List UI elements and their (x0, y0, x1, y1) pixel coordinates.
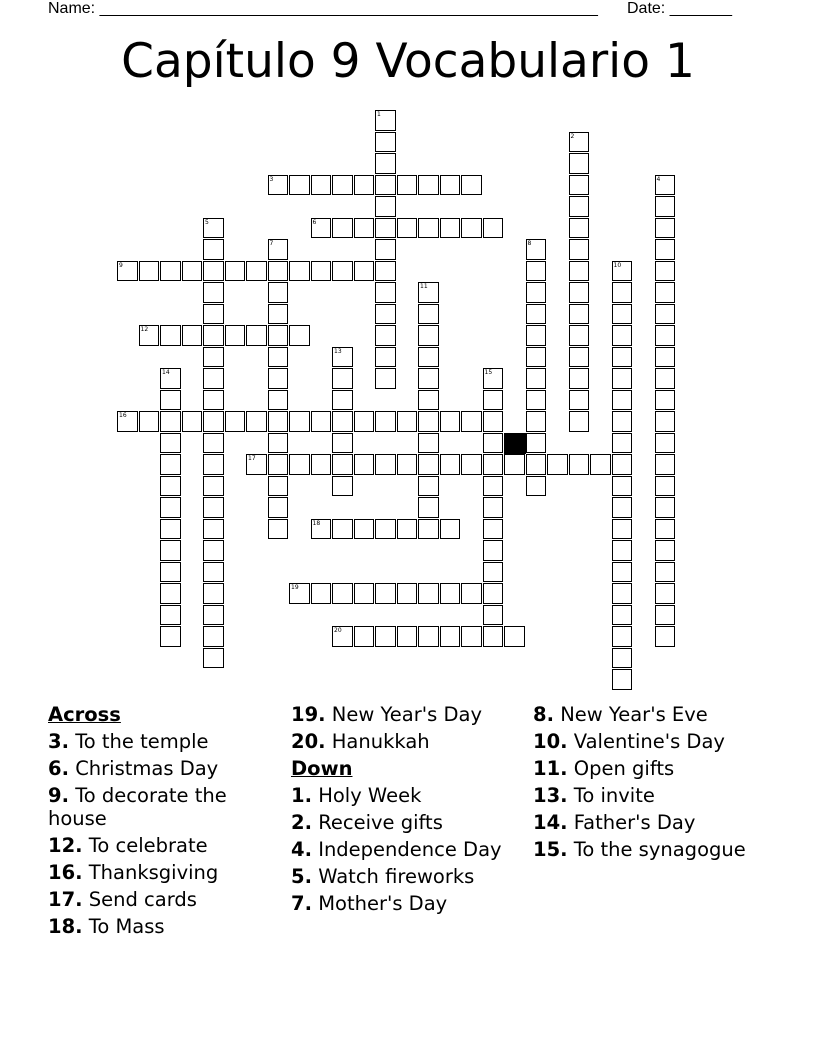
grid-cell[interactable] (612, 583, 633, 604)
grid-cell[interactable] (418, 282, 439, 303)
grid-cell[interactable] (418, 218, 439, 239)
grid-cell[interactable] (461, 218, 482, 239)
down-clue: 4. Independence Day (291, 838, 502, 861)
clue-number: 14 (162, 369, 170, 376)
grid-cell[interactable] (375, 153, 396, 174)
grid-cell[interactable] (612, 519, 633, 540)
grid-cell[interactable] (311, 583, 332, 604)
grid-cell[interactable] (612, 626, 633, 647)
grid-cell[interactable] (483, 583, 504, 604)
grid-cell[interactable] (461, 175, 482, 196)
grid-cell[interactable] (225, 411, 246, 432)
clue-number: 20 (334, 627, 342, 634)
grid-cell[interactable] (203, 605, 224, 626)
grid-cell[interactable] (354, 583, 375, 604)
grid-cell[interactable] (461, 583, 482, 604)
grid-cell[interactable] (160, 605, 181, 626)
clue-number: 11 (420, 283, 428, 290)
clue-number: 4 (656, 175, 661, 183)
grid-cell[interactable] (375, 239, 396, 260)
grid-cell[interactable] (526, 239, 547, 260)
grid-cell[interactable] (612, 562, 633, 583)
grid-cell[interactable] (483, 497, 504, 518)
across-clue: 19. New Year's Day (291, 703, 482, 726)
grid-cell[interactable] (332, 476, 353, 497)
grid-cell[interactable] (375, 368, 396, 389)
grid-cell[interactable] (526, 368, 547, 389)
grid-cell[interactable] (246, 325, 267, 346)
clue-number: 12 (140, 326, 149, 333)
grid-cell[interactable] (203, 368, 224, 389)
grid-cell[interactable] (375, 196, 396, 217)
grid-cell[interactable] (160, 368, 181, 389)
grid-cell[interactable] (440, 583, 461, 604)
grid-cell[interactable] (332, 519, 353, 540)
grid-cell[interactable] (612, 648, 633, 669)
grid-cell[interactable] (483, 218, 504, 239)
across-clue: 17. Send cards (48, 888, 197, 911)
grid-cell[interactable] (268, 390, 289, 411)
grid-cell[interactable] (139, 325, 160, 346)
grid-cell[interactable] (655, 540, 676, 561)
grid-cell[interactable] (203, 626, 224, 647)
grid-cell[interactable] (569, 239, 590, 260)
grid-cell[interactable] (160, 454, 181, 475)
grid-cell[interactable] (418, 390, 439, 411)
clue-number: 5 (205, 218, 209, 226)
clue-number: 10 (613, 261, 622, 269)
grid-cell[interactable] (483, 626, 504, 647)
grid-cell[interactable] (203, 583, 224, 604)
grid-cell[interactable] (268, 261, 289, 282)
grid-cell[interactable] (569, 175, 590, 196)
clue-number: 8 (527, 240, 532, 247)
grid-cell[interactable] (483, 433, 504, 454)
grid-cell[interactable] (332, 411, 353, 432)
grid-cell[interactable] (655, 476, 676, 497)
grid-cell[interactable] (612, 476, 633, 497)
grid-cell[interactable] (612, 261, 633, 282)
grid-cell[interactable] (526, 454, 547, 475)
clue-number: 13 (334, 347, 342, 355)
grid-cell[interactable] (375, 132, 396, 153)
grid-cell[interactable] (397, 218, 418, 239)
grid-cell[interactable] (569, 347, 590, 368)
grid-cell[interactable] (139, 261, 160, 282)
grid-cell[interactable] (354, 454, 375, 475)
grid-cell[interactable] (440, 411, 461, 432)
grid-cell[interactable] (418, 454, 439, 475)
grid-cell[interactable] (612, 390, 633, 411)
grid-cell[interactable] (375, 411, 396, 432)
grid-cell[interactable] (160, 540, 181, 561)
grid-cell[interactable] (354, 175, 375, 196)
grid-cell[interactable] (182, 411, 203, 432)
grid-cell[interactable] (461, 454, 482, 475)
grid-cell[interactable] (289, 454, 310, 475)
down-clue: 2. Receive gifts (291, 811, 443, 834)
grid-cell[interactable] (375, 454, 396, 475)
down-clue: 1. Holy Week (291, 784, 422, 807)
grid-cell[interactable] (612, 497, 633, 518)
grid-cell[interactable] (483, 454, 504, 475)
grid-cell[interactable] (354, 519, 375, 540)
down-clue: 5. Watch fireworks (291, 865, 475, 888)
grid-cell[interactable] (612, 411, 633, 432)
grid-cell[interactable] (375, 175, 396, 196)
grid-cell[interactable] (655, 497, 676, 518)
grid-cell[interactable] (268, 411, 289, 432)
grid-cell[interactable] (612, 282, 633, 303)
grid-cell[interactable] (526, 476, 547, 497)
grid-cell[interactable] (612, 325, 633, 346)
grid-cell[interactable] (332, 368, 353, 389)
grid-cell[interactable] (203, 325, 224, 346)
grid-cell[interactable] (612, 605, 633, 626)
grid-cell[interactable] (311, 454, 332, 475)
clue-number: 7 (269, 240, 274, 247)
grid-cell[interactable] (483, 411, 504, 432)
grid-cell[interactable] (569, 368, 590, 389)
grid-cell[interactable] (569, 454, 590, 475)
grid-cell[interactable] (289, 411, 310, 432)
grid-cell[interactable] (332, 583, 353, 604)
grid-cell[interactable] (160, 390, 181, 411)
clue-number: 17 (248, 455, 256, 462)
date-field-line[interactable]: Date: _______ (627, 0, 732, 17)
grid-cell[interactable] (160, 261, 181, 282)
grid-cell[interactable] (526, 304, 547, 325)
grid-cell[interactable] (332, 454, 353, 475)
clue-number: 1 (377, 111, 381, 118)
grid-cell[interactable] (375, 282, 396, 303)
grid-cell[interactable] (182, 325, 203, 346)
grid-cell[interactable] (612, 368, 633, 389)
grid-cell[interactable] (203, 390, 224, 411)
down-clue: 15. To the synagogue (533, 838, 746, 861)
grid-cell[interactable] (375, 626, 396, 647)
grid-cell[interactable] (655, 347, 676, 368)
grid-cell[interactable] (289, 583, 310, 604)
grid-cell[interactable] (268, 454, 289, 475)
grid-cell[interactable] (418, 368, 439, 389)
grid-cell[interactable] (332, 261, 353, 282)
grid-cell[interactable] (504, 454, 525, 475)
grid-cell[interactable] (569, 325, 590, 346)
grid-cell[interactable] (569, 196, 590, 217)
grid-cell[interactable] (117, 411, 138, 432)
grid-cell[interactable] (483, 605, 504, 626)
grid-cell[interactable] (332, 433, 353, 454)
grid-cell[interactable] (332, 218, 353, 239)
grid-cell[interactable] (375, 261, 396, 282)
grid-cell[interactable] (160, 433, 181, 454)
down-clue: 13. To invite (533, 784, 655, 807)
grid-cell[interactable] (655, 261, 676, 282)
grid-cell[interactable] (483, 390, 504, 411)
clue-number: 6 (312, 218, 317, 226)
grid-cell[interactable] (397, 626, 418, 647)
grid-cell[interactable] (569, 411, 590, 432)
grid-cell[interactable] (655, 239, 676, 260)
grid-cell[interactable] (311, 175, 332, 196)
grid-cell[interactable] (612, 669, 633, 690)
grid-cell[interactable] (268, 497, 289, 518)
grid-cell[interactable] (268, 476, 289, 497)
across-clue: 16. Thanksgiving (48, 861, 219, 884)
clue-column-3 (533, 703, 773, 865)
grid-cell[interactable] (418, 347, 439, 368)
grid-cell[interactable] (354, 626, 375, 647)
across-clue: 18. To Mass (48, 915, 165, 938)
grid-cell[interactable] (440, 454, 461, 475)
grid-cell[interactable] (526, 282, 547, 303)
across-clue: 12. To celebrate (48, 834, 208, 857)
grid-cell[interactable] (397, 519, 418, 540)
grid-cell[interactable] (268, 175, 289, 196)
grid-cell[interactable] (655, 454, 676, 475)
grid-cell[interactable] (203, 304, 224, 325)
grid-cell[interactable] (655, 562, 676, 583)
grid-cell[interactable] (160, 562, 181, 583)
grid-cell[interactable] (397, 454, 418, 475)
grid-cell[interactable] (526, 261, 547, 282)
grid-cell[interactable] (375, 218, 396, 239)
grid-cell[interactable] (655, 626, 676, 647)
across-clue: 9. To decorate the house (48, 784, 227, 830)
grid-cell[interactable] (203, 218, 224, 239)
grid-cell[interactable] (268, 304, 289, 325)
down-clue: 14. Father's Day (533, 811, 696, 834)
grid-cell[interactable] (139, 411, 160, 432)
grid-cell[interactable] (440, 626, 461, 647)
black-square (504, 433, 526, 455)
grid-cell[interactable] (289, 175, 310, 196)
down-clue: 11. Open gifts (533, 757, 675, 780)
grid-cell[interactable] (418, 519, 439, 540)
clue-number: 9 (119, 261, 123, 269)
grid-cell[interactable] (375, 304, 396, 325)
grid-cell[interactable] (418, 626, 439, 647)
grid-cell[interactable] (203, 433, 224, 454)
grid-cell[interactable] (332, 175, 353, 196)
down-clue: 8. New Year's Eve (533, 703, 708, 726)
grid-cell[interactable] (268, 368, 289, 389)
grid-cell[interactable] (569, 132, 590, 153)
grid-cell[interactable] (418, 411, 439, 432)
grid-cell[interactable] (246, 454, 267, 475)
clue-number: 19 (291, 584, 299, 591)
grid-cell[interactable] (569, 304, 590, 325)
grid-cell[interactable] (203, 562, 224, 583)
grid-cell[interactable] (268, 347, 289, 368)
grid-cell[interactable] (418, 325, 439, 346)
clue-number: 18 (312, 519, 321, 527)
grid-cell[interactable] (117, 261, 138, 282)
grid-cell[interactable] (311, 218, 332, 239)
grid-cell[interactable] (418, 497, 439, 518)
grid-cell[interactable] (655, 175, 676, 196)
grid-cell[interactable] (612, 304, 633, 325)
grid-cell[interactable] (483, 519, 504, 540)
grid-cell[interactable] (203, 648, 224, 669)
grid-cell[interactable] (547, 454, 568, 475)
grid-cell[interactable] (203, 476, 224, 497)
grid-cell[interactable] (504, 626, 525, 647)
page-title: Capítulo 9 Vocabulario 1 (121, 34, 695, 89)
grid-cell[interactable] (375, 519, 396, 540)
grid-cell[interactable] (483, 562, 504, 583)
grid-cell[interactable] (418, 583, 439, 604)
grid-cell[interactable] (655, 390, 676, 411)
across-clue: 20. Hanukkah (291, 730, 430, 753)
name-field-line[interactable]: Name: ________________________________________________________ (48, 0, 598, 17)
grid-cell[interactable] (246, 411, 267, 432)
grid-cell[interactable] (203, 261, 224, 282)
grid-cell[interactable] (612, 433, 633, 454)
grid-cell[interactable] (268, 519, 289, 540)
grid-cell[interactable] (526, 433, 547, 454)
grid-cell[interactable] (375, 110, 396, 131)
grid-cell[interactable] (311, 261, 332, 282)
grid-cell[interactable] (461, 411, 482, 432)
grid-cell[interactable] (225, 261, 246, 282)
grid-cell[interactable] (569, 282, 590, 303)
grid-cell[interactable] (332, 626, 353, 647)
grid-cell[interactable] (526, 390, 547, 411)
grid-cell[interactable] (655, 368, 676, 389)
grid-cell[interactable] (354, 261, 375, 282)
clue-number: 2 (570, 132, 575, 140)
down-clue: 10. Valentine's Day (533, 730, 725, 753)
grid-cell[interactable] (569, 153, 590, 174)
grid-cell[interactable] (203, 347, 224, 368)
grid-cell[interactable] (203, 411, 224, 432)
grid-cell[interactable] (655, 282, 676, 303)
grid-cell[interactable] (418, 304, 439, 325)
grid-cell[interactable] (655, 519, 676, 540)
across-clue: 3. To the temple (48, 730, 209, 753)
grid-cell[interactable] (375, 325, 396, 346)
grid-cell[interactable] (526, 347, 547, 368)
grid-cell[interactable] (160, 497, 181, 518)
grid-cell[interactable] (655, 411, 676, 432)
grid-cell[interactable] (311, 411, 332, 432)
grid-cell[interactable] (203, 497, 224, 518)
grid-cell[interactable] (160, 583, 181, 604)
grid-cell[interactable] (418, 175, 439, 196)
grid-cell[interactable] (655, 583, 676, 604)
clue-number: 3 (269, 175, 274, 183)
grid-cell[interactable] (289, 261, 310, 282)
grid-cell[interactable] (182, 261, 203, 282)
grid-cell[interactable] (268, 325, 289, 346)
grid-cell[interactable] (268, 239, 289, 260)
grid-cell[interactable] (375, 583, 396, 604)
grid-cell[interactable] (655, 605, 676, 626)
down-clue: 7. Mother's Day (291, 892, 448, 915)
grid-cell[interactable] (569, 390, 590, 411)
clue-number: 15 (484, 369, 493, 376)
grid-cell[interactable] (332, 347, 353, 368)
grid-cell[interactable] (203, 454, 224, 475)
grid-cell[interactable] (160, 519, 181, 540)
clue-column-2 (291, 703, 526, 919)
grid-cell[interactable] (397, 175, 418, 196)
clue-column-1 (48, 703, 283, 942)
grid-cell[interactable] (332, 390, 353, 411)
grid-cell[interactable] (440, 218, 461, 239)
grid-cell[interactable] (160, 626, 181, 647)
across-heading: Across (48, 703, 121, 726)
grid-cell[interactable] (203, 282, 224, 303)
across-clue: 6. Christmas Day (48, 757, 219, 780)
grid-cell[interactable] (655, 196, 676, 217)
grid-cell[interactable] (268, 282, 289, 303)
grid-cell[interactable] (354, 411, 375, 432)
grid-cell[interactable] (483, 540, 504, 561)
grid-cell[interactable] (289, 325, 310, 346)
grid-cell[interactable] (311, 519, 332, 540)
grid-cell[interactable] (440, 175, 461, 196)
grid-cell[interactable] (203, 540, 224, 561)
grid-cell[interactable] (590, 454, 611, 475)
grid-cell[interactable] (418, 433, 439, 454)
grid-cell[interactable] (526, 325, 547, 346)
grid-cell[interactable] (268, 433, 289, 454)
grid-cell[interactable] (160, 476, 181, 497)
grid-cell[interactable] (375, 347, 396, 368)
grid-cell[interactable] (612, 454, 633, 475)
grid-cell[interactable] (483, 476, 504, 497)
grid-cell[interactable] (397, 583, 418, 604)
grid-cell[interactable] (461, 626, 482, 647)
grid-cell[interactable] (354, 218, 375, 239)
grid-cell[interactable] (440, 519, 461, 540)
grid-cell[interactable] (612, 540, 633, 561)
clue-number: 16 (119, 412, 127, 419)
grid-cell[interactable] (160, 411, 181, 432)
grid-cell[interactable] (655, 218, 676, 239)
grid-cell[interactable] (569, 218, 590, 239)
grid-cell[interactable] (569, 261, 590, 282)
grid-cell[interactable] (655, 304, 676, 325)
grid-cell[interactable] (203, 239, 224, 260)
grid-cell[interactable] (655, 325, 676, 346)
down-heading: Down (291, 757, 353, 780)
grid-cell[interactable] (246, 261, 267, 282)
grid-cell[interactable] (203, 519, 224, 540)
grid-cell[interactable] (612, 347, 633, 368)
grid-cell[interactable] (397, 411, 418, 432)
grid-cell[interactable] (418, 476, 439, 497)
grid-cell[interactable] (160, 325, 181, 346)
grid-cell[interactable] (483, 368, 504, 389)
grid-cell[interactable] (655, 433, 676, 454)
grid-cell[interactable] (526, 411, 547, 432)
grid-cell[interactable] (225, 325, 246, 346)
